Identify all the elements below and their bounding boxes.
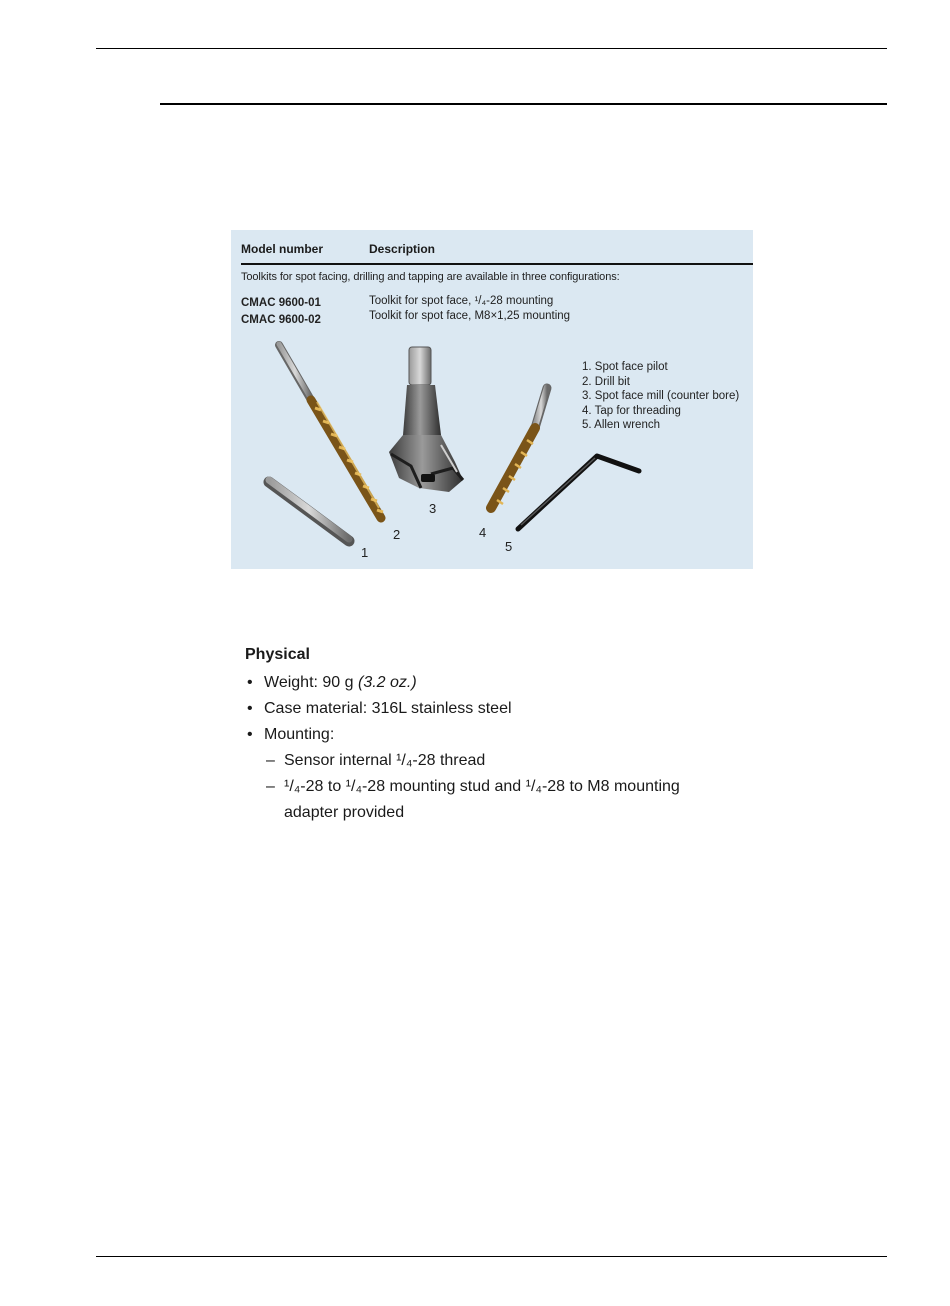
spot-face-pilot-icon xyxy=(269,480,349,541)
toolkit-panel xyxy=(231,230,753,569)
mounting-sub-continuation: adapter provided xyxy=(284,804,405,821)
column-header-model: Model number xyxy=(241,242,324,256)
parts-list xyxy=(582,360,739,433)
parts-list-item: 1. Spot face pilot xyxy=(582,361,668,373)
bullet: • xyxy=(247,726,253,743)
mounting-sub-text: Sensor internal ¹/₄-28 thread xyxy=(284,752,486,769)
parts-list-item: 3. Spot face mill (counter bore) xyxy=(582,390,740,403)
parts-list-item: 4. Tap for threading xyxy=(582,404,681,417)
section-rule xyxy=(160,103,887,105)
model-description: Toolkit for spot face, M8×1,25 mounting xyxy=(369,310,571,322)
tool-number: 3 xyxy=(429,501,437,516)
bullet: • xyxy=(247,700,253,717)
parts-list-item: 2. Drill bit xyxy=(582,375,630,388)
bullet: • xyxy=(247,674,253,691)
case-material-text: Case material: 316L stainless steel xyxy=(264,700,512,717)
dash: – xyxy=(266,752,275,769)
tool-number: 1 xyxy=(361,545,369,560)
tool-number: 2 xyxy=(393,527,401,542)
spec-mounting xyxy=(245,722,765,748)
model-number: CMAC 9600-01 xyxy=(241,297,321,309)
physical-title: Physical xyxy=(245,646,310,663)
spec-weight xyxy=(245,670,765,696)
tap-icon xyxy=(491,387,547,508)
weight-label: Weight: 90 g xyxy=(264,674,358,691)
model-description: Toolkit for spot face, ¹/₄-28 mounting xyxy=(369,295,554,307)
footer-rule xyxy=(96,1256,887,1257)
weight-oz: (3.2 oz.) xyxy=(357,674,417,691)
spot-face-mill-icon xyxy=(389,347,463,492)
mounting-text: Mounting: xyxy=(264,726,335,743)
mounting-sub-item xyxy=(245,748,765,774)
mounting-sub-text: ¹/₄-28 to ¹/₄-28 mounting stud and ¹/₄-28 to M8 mounting xyxy=(284,778,680,795)
table-intro: Toolkits for spot facing, drilling and tapping are available in three configurations: xyxy=(241,271,620,283)
column-header-description: Description xyxy=(369,242,436,256)
dash: – xyxy=(266,778,275,795)
physical-specs xyxy=(245,646,765,826)
spec-case-material xyxy=(245,696,765,722)
model-number: CMAC 9600-02 xyxy=(241,314,321,326)
parts-list-item: 5. Allen wrench xyxy=(582,419,660,432)
drill-bit-icon xyxy=(279,344,383,518)
allen-wrench-icon xyxy=(518,456,639,529)
header-rule xyxy=(96,48,887,49)
tool-number: 4 xyxy=(479,525,487,540)
mounting-sub-item xyxy=(245,774,765,800)
tool-number: 5 xyxy=(505,539,513,554)
